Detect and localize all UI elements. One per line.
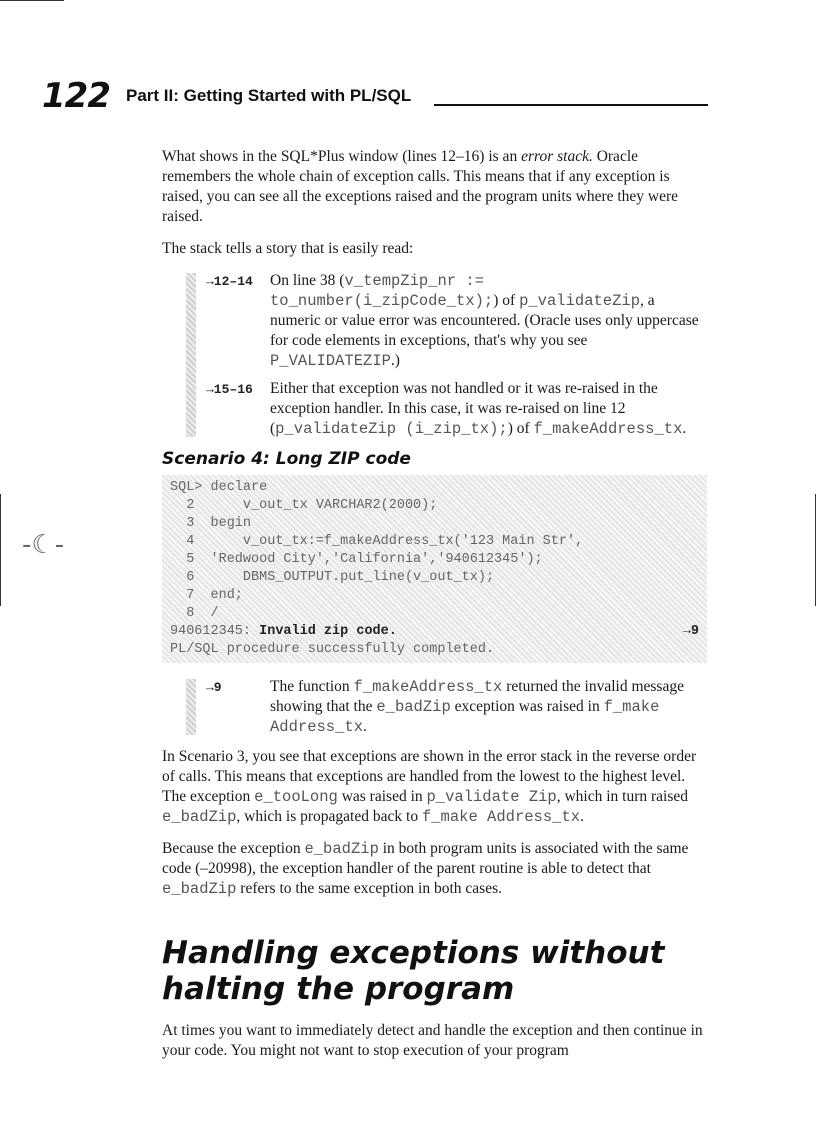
- note-text: On line 38 (v_tempZip_nr := to_number(i_zipCode_tx);) of p_validateZip, a numeric or value error was encountered. (Oracle uses only uppercase for code elements in exceptions, that's why you see P_VALIDATEZIP.): [270, 272, 699, 370]
- header-rule: [434, 104, 708, 106]
- note-item: [206, 271, 707, 371]
- paragraph-badzip: Because the exception e_badZip in both program units is associated with the same code (–20998), the exception handler of the parent routine is able to detect that e_badZip refers to the same exception in both cases.: [162, 840, 689, 898]
- note-sidebar: [186, 679, 196, 735]
- intro-paragraph-1: What shows in the SQL*Plus window (lines 12–16) is an error stack. Oracle remembers the whole chain of exception calls. This means that if any exception is raised, you can see all the exceptions raised and the program units where they were raised.: [162, 148, 679, 225]
- code-line: 5 'Redwood City','California','940612345');: [170, 552, 543, 567]
- code-line: 7 end;: [170, 588, 243, 603]
- line-ref-arrow: →15–16: [206, 382, 253, 397]
- crop-mark-top: [0, 0, 64, 1]
- code-output-line: 940612345: Invalid zip code. →9: [170, 624, 699, 639]
- paragraph-scenario-3: In Scenario 3, you see that exceptions are shown in the error stack in the reverse order of calls. This means that exceptions are handled from the lowest to the highest level. The exception e_tooLong was raised in p_validate Zip, which in turn raised e_badZip, which is propagated back to f_make Address_tx.: [162, 748, 697, 826]
- error-stack-term: error stack.: [521, 148, 593, 165]
- note-text: Either that exception was not handled or it was re-raised in the exception handler. In this case, it was re-raised on line 12 (p_validateZip (i_zip_tx);) of f_makeAddress_tx.: [270, 380, 687, 438]
- note-text: The function f_makeAddress_tx returned the invalid message showing that the e_badZip exception was raised in f_make Address_tx.: [270, 678, 684, 736]
- scenario-heading: Scenario 4: Long ZIP code: [162, 449, 411, 469]
- code-line: PL/SQL procedure successfully completed.: [170, 642, 495, 657]
- line-ref-arrow: →9: [206, 680, 222, 695]
- crop-mark-left: [0, 494, 1, 606]
- error-message: Invalid zip code.: [259, 624, 397, 639]
- page-number: 122: [42, 76, 110, 116]
- part-title: Part II: Getting Started with PL/SQL: [126, 86, 412, 105]
- registration-mark-icon: -☾-: [22, 530, 65, 560]
- section-heading: Handling exceptions without halting the program: [162, 935, 665, 1007]
- code-line: 3 begin: [170, 516, 252, 531]
- page-content: [162, 147, 707, 1073]
- code-line: 4 v_out_tx:=f_makeAddress_tx('123 Main Str',: [170, 534, 584, 549]
- scenario-notes: [186, 677, 707, 737]
- page-header: [42, 76, 708, 116]
- note-sidebar: [186, 273, 196, 437]
- note-item: [206, 677, 707, 737]
- line-ref-arrow: →9: [682, 624, 699, 639]
- code-line: 2 v_out_tx VARCHAR2(2000);: [170, 498, 438, 513]
- stack-notes: [186, 271, 707, 439]
- paragraph-handling: At times you want to immediately detect and handle the exception and then continue in your code. You might not want to stop execution of your program: [162, 1022, 703, 1059]
- code-line: SQL> declare: [170, 480, 268, 495]
- code-line: 6 DBMS_OUTPUT.put_line(v_out_tx);: [170, 570, 495, 585]
- code-line: 8 /: [170, 606, 219, 621]
- note-item: [206, 379, 707, 439]
- intro-paragraph-2: The stack tells a story that is easily read:: [162, 240, 414, 257]
- code-listing: [162, 475, 707, 663]
- line-ref-arrow: →12–14: [206, 274, 253, 289]
